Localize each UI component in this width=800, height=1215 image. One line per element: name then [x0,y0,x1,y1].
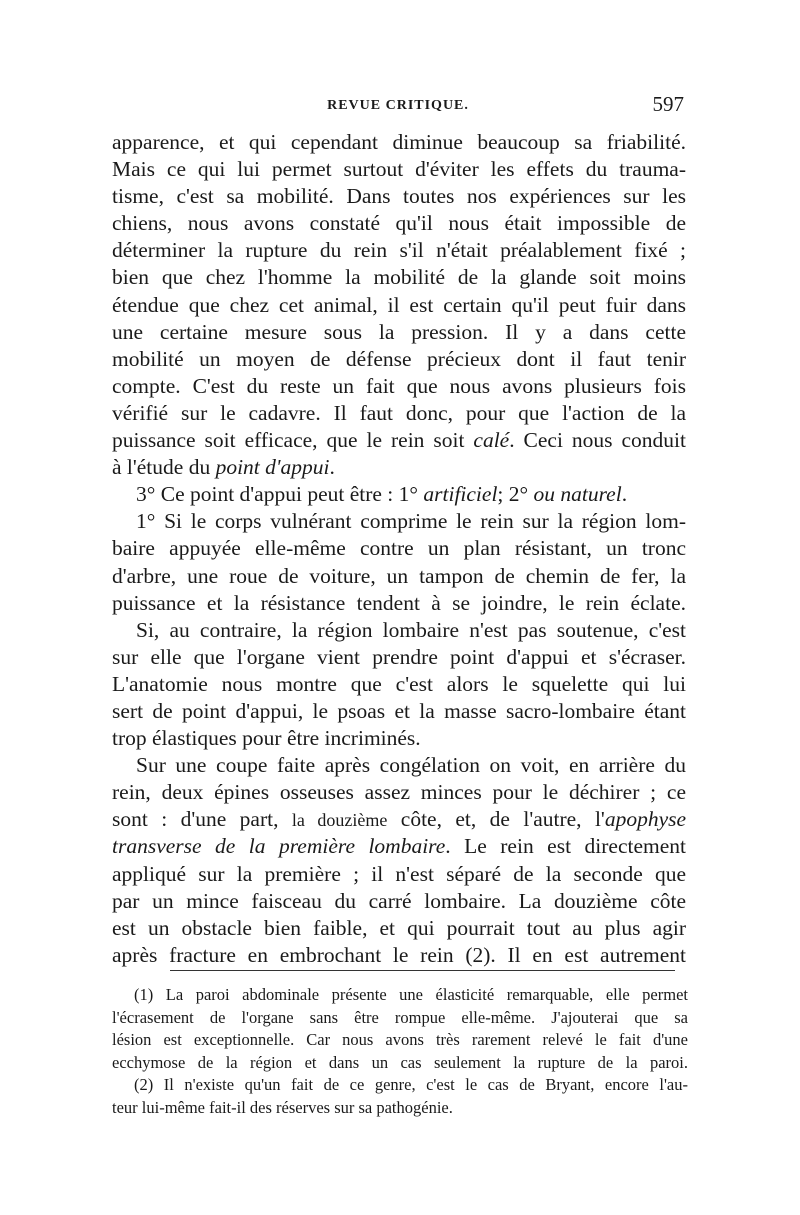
text-run: . [621,482,628,507]
footnote-rule [170,970,675,971]
page-header [112,94,684,120]
text-run: la douzième [291,810,388,831]
text-line: bien que chez l'homme la mobilité de la glande soit moins [112,265,686,290]
italic-term: calé [473,428,510,453]
text-run: à l'étude du [112,455,216,480]
text-line: par un mince faisceau du carré lombaire. La douzième côte [112,888,686,913]
italic-term: transverse de la première lombaire [112,834,446,859]
text-line: Si, au contraire, la région lombaire n'est pas soutenue, c'est [136,617,686,642]
text-line: L'anatomie nous montre que c'est alors le squelette qui lui [112,671,686,696]
text-line: chiens, nous avons constaté qu'il nous était impossible de [112,211,686,236]
text-run: côte, et, de l'autre, l' [387,807,605,832]
text-line [112,806,686,833]
text-line: trop élastiques pour être incriminés. [112,726,421,751]
text-line: vérifié sur le cadavre. Il faut donc, pour que l'action de la [112,400,686,425]
text-line: d'arbre, une roue de voiture, un tampon de chemin de fer, la [112,563,686,588]
footnote-line: (2) Il n'existe qu'un fait de ce genre, c'est le cas de Bryant, encore l'au- [134,1075,688,1095]
text-line: après fracture en embrochant le rein (2). Il en est autrement [112,942,686,967]
text-line: déterminer la rupture du rein s'il n'était préalablement fixé ; [112,238,686,263]
footnote-line: l'écrasement de l'organe sans être rompue elle-même. J'ajouterai que sa [112,1007,688,1027]
text-run: ; 2° [497,482,534,507]
running-head: REVUE CRITIQUE. [327,98,469,113]
text-line [112,427,686,454]
text-line: Sur une coupe faite après congélation on voit, en arrière du [136,753,686,778]
text-line [112,454,686,481]
footnotes [112,984,688,1120]
footnote-line: ecchymose de la région et dans un cas seulement la rupture de la paroi. [112,1052,688,1072]
text-run: . Ceci nous conduit [509,428,686,453]
text-line: sert de point d'appui, le psoas et la masse sacro-lombaire étant [112,698,686,723]
text-run: . Le rein est directement [445,834,686,859]
text-line: baire appuyée elle-même contre un plan résistant, un tronc [112,536,686,561]
footnote-line: (1) La paroi abdominale présente une élasticité remarquable, elle permet [134,985,688,1004]
italic-term: artificiel [423,482,498,507]
text-run: 3° Ce point d'appui peut être : 1° [136,482,424,507]
text-line: appliqué sur la première ; il n'est séparé de la seconde que [112,861,686,886]
text-line: mobilité un moyen de défense précieux dont il faut tenir [112,346,686,371]
text-line: est un obstacle bien faible, et qui pourrait tout au plus agir [112,915,686,940]
text-line: une certaine mesure sous la pression. Il y a dans cette [112,319,686,344]
text-line: 1° Si le corps vulnérant comprime le rein sur la région lom- [136,509,686,534]
text-line: tisme, c'est sa mobilité. Dans toutes nos expériences sur les [112,184,686,209]
text-line: Mais ce qui lui permet surtout d'éviter les effets du trauma- [112,157,686,182]
page-number: 597 [652,92,684,116]
footnote-line: teur lui-même fait-il des réserves sur sa pathogénie. [112,1097,453,1117]
text-line [112,833,686,860]
text-line [112,481,686,508]
italic-term: ou naturel [533,482,622,507]
text-run: puissance soit efficace, que le rein soit [112,428,474,453]
italic-term: apophyse [604,807,687,832]
text-line: rein, deux épines osseuses assez minces pour le déchirer ; ce [112,780,686,805]
text-run: sont : d'une part, [112,807,292,832]
text-line: compte. C'est du reste un fait que nous avons plusieurs fois [112,373,686,398]
text-run: . [329,455,335,480]
italic-term: point d'appui [215,455,330,480]
text-line: étendue que chez cet animal, il est certain qu'il peut fuir dans [112,292,686,317]
text-line: sur elle que l'organe vient prendre point d'appui et s'écraser. [112,644,686,669]
text-line: apparence, et qui cependant diminue beaucoup sa friabilité. [112,130,686,154]
text-line: puissance et la résistance tendent à se joindre, le rein éclate. [112,590,686,615]
body-text [112,129,686,969]
footnote-line: lésion est exceptionnelle. Car nous avons très rarement relevé le fait d'une [112,1030,688,1050]
